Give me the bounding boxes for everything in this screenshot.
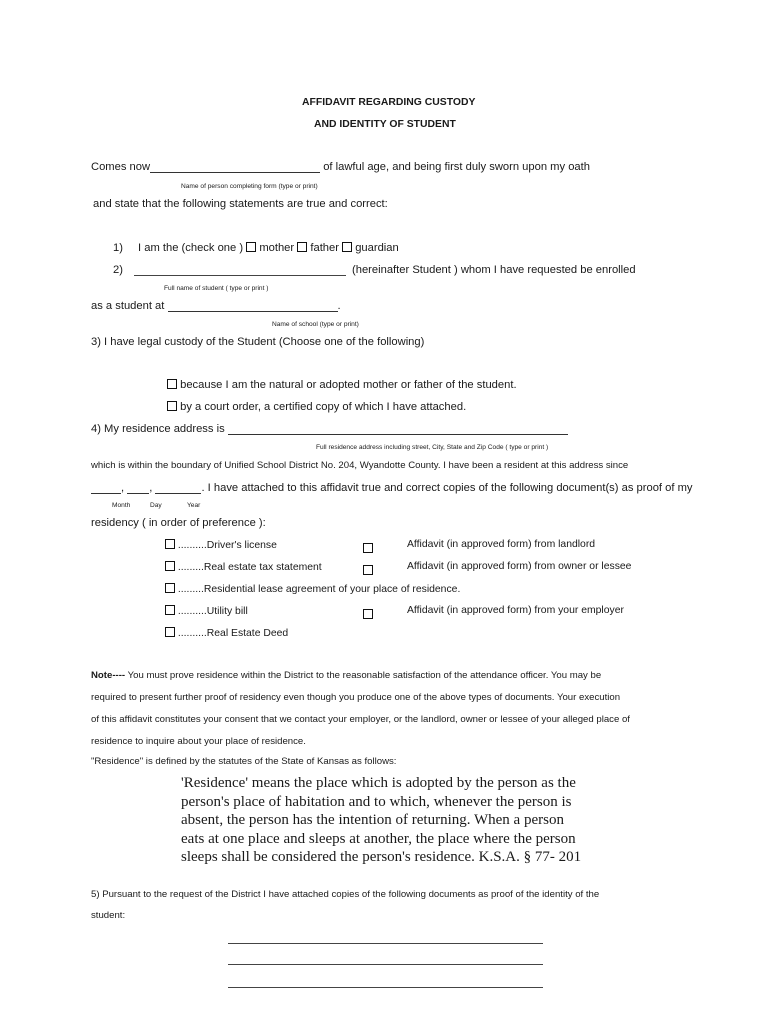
court-order-label: by a court order, a certified copy of which I have attached. (180, 401, 467, 413)
item5-line-1: 5) Pursuant to the request of the District I have attached copies of the following documents as proof of the identity of the (91, 889, 600, 900)
doc-option-lease (165, 583, 460, 595)
identity-document-field-1[interactable] (228, 943, 543, 944)
school-period: . (337, 300, 341, 312)
quote-line-1: 'Residence' means the place which is adopted by the person as the (181, 775, 576, 791)
state-that-text: and state that the following statements are true and correct: (93, 198, 388, 210)
utility-bill-checkbox[interactable] (165, 605, 175, 615)
natural-parent-label: because I am the natural or adopted mother or father of the student. (180, 379, 517, 391)
doc-option-drivers-license (165, 539, 277, 551)
note-line-3: of this affidavit constitutes your consent that we contact your employer, or the landlord, owner or lessee of your alleged place of (91, 714, 630, 725)
note-label: Note---- (91, 670, 126, 681)
day-caption: Day (150, 502, 162, 509)
real-estate-deed-label: ..........Real Estate Deed (177, 628, 289, 639)
item2-text: (hereinafter Student ) whom I have requested be enrolled (352, 264, 636, 276)
date-sep1: , (121, 482, 125, 494)
item5-line-2: student: (91, 910, 126, 921)
father-label: father (310, 242, 339, 254)
residency-label: residency ( in order of preference ): (91, 517, 266, 529)
identity-document-field-3[interactable] (228, 987, 543, 988)
father-checkbox[interactable] (297, 242, 307, 252)
year-caption: Year (187, 502, 201, 509)
drivers-license-label: ..........Driver's license (177, 540, 277, 551)
statute-quote (181, 774, 581, 867)
boundary-text: which is within the boundary of Unified School District No. 204, Wyandotte County. I have been a resident at this address since (91, 460, 629, 471)
landlord-affidavit-label: Affidavit (in approved form) from landlord (407, 539, 596, 550)
residence-address-field[interactable] (228, 424, 568, 435)
guardian-checkbox[interactable] (342, 242, 352, 252)
guardian-label: guardian (355, 242, 399, 254)
landlord-affidavit-checkbox[interactable] (363, 539, 373, 557)
quote-line-3: absent, the person has the intention of returning. When a person (181, 812, 564, 828)
year-field[interactable] (155, 483, 201, 494)
real-estate-deed-checkbox[interactable] (165, 627, 175, 637)
lease-label: .........Residential lease agreement of your place of residence. (177, 584, 461, 595)
utility-bill-label: ..........Utility bill (177, 606, 248, 617)
school-name-field[interactable] (168, 301, 338, 312)
since-date-row (91, 482, 693, 494)
employer-affidavit-label: Affidavit (in approved form) from your employer (407, 605, 624, 616)
form-title-line2: AND IDENTITY OF STUDENT (314, 119, 456, 130)
court-order-checkbox[interactable] (167, 401, 177, 411)
school-caption: Name of school (type or print) (272, 321, 359, 328)
employer-affidavit-checkbox[interactable] (363, 605, 373, 623)
doc-option-real-estate-deed (165, 627, 288, 639)
natural-parent-checkbox[interactable] (167, 379, 177, 389)
doc-option-tax-statement (165, 561, 322, 573)
drivers-license-checkbox[interactable] (165, 539, 175, 549)
address-caption: Full residence address including street, City, State and Zip Code ( type or print ) (316, 444, 549, 451)
form-title-line1: AFFIDAVIT REGARDING CUSTODY (302, 97, 476, 108)
doc-option-utility-bill (165, 605, 248, 617)
mother-checkbox[interactable] (246, 242, 256, 252)
tax-statement-checkbox[interactable] (165, 561, 175, 571)
month-caption: Month (112, 502, 131, 509)
student-name-caption: Full name of student ( type or print ) (164, 285, 269, 292)
identity-document-field-2[interactable] (228, 964, 543, 965)
item2-number: 2) (113, 264, 123, 276)
name-caption: Name of person completing form (type or print) (181, 183, 318, 190)
custody-option-court (167, 401, 466, 413)
custody-option-natural (167, 379, 517, 391)
note-text-1: You must prove residence within the District to the reasonable satisfaction of the attendance officer. You may be (127, 670, 602, 681)
note-line-2: required to present further proof of residency even though you produce one of the above types of documents. Your execution (91, 692, 621, 703)
residence-defined-text: "Residence" is defined by the statutes of the State of Kansas as follows: (91, 756, 397, 767)
date-sep2: , (149, 482, 153, 494)
month-field[interactable] (91, 483, 121, 494)
as-student-row (91, 300, 341, 312)
item1-row (138, 242, 399, 254)
item1-number: 1) (113, 242, 123, 254)
note-line-1 (91, 670, 601, 681)
day-field[interactable] (127, 483, 149, 494)
tax-statement-label: .........Real estate tax statement (177, 562, 322, 573)
quote-line-4: eats at one place and sleeps at another, the place where the person (181, 830, 576, 847)
item3-heading: 3) I have legal custody of the Student (Choose one of the following) (91, 336, 425, 348)
mother-label: mother (259, 242, 295, 254)
item1-text: I am the (check one ) (138, 242, 244, 254)
student-name-field[interactable] (134, 275, 346, 276)
item4-row (91, 423, 568, 435)
attached-text: . I have attached to this affidavit true and correct copies of the following document(s) as proof of my (201, 482, 693, 494)
quote-line-5: sleeps shall be considered the person's residence. K.S.A. § 77- 201 (181, 849, 582, 865)
person-name-field[interactable] (150, 162, 320, 173)
intro-line (91, 161, 590, 173)
comes-now-text: Comes now (91, 161, 151, 173)
quote-line-2: person's place of habitation and to which, whenever the person is (181, 793, 572, 810)
lawful-age-text: of lawful age, and being first duly sworn upon my oath (323, 161, 590, 173)
owner-affidavit-label: Affidavit (in approved form) from owner or lessee (407, 561, 632, 572)
owner-affidavit-checkbox[interactable] (363, 561, 373, 579)
note-line-4: residence to inquire about your place of residence. (91, 736, 306, 747)
as-student-at-text: as a student at (91, 300, 165, 312)
residence-label: 4) My residence address is (91, 423, 225, 435)
lease-checkbox[interactable] (165, 583, 175, 593)
